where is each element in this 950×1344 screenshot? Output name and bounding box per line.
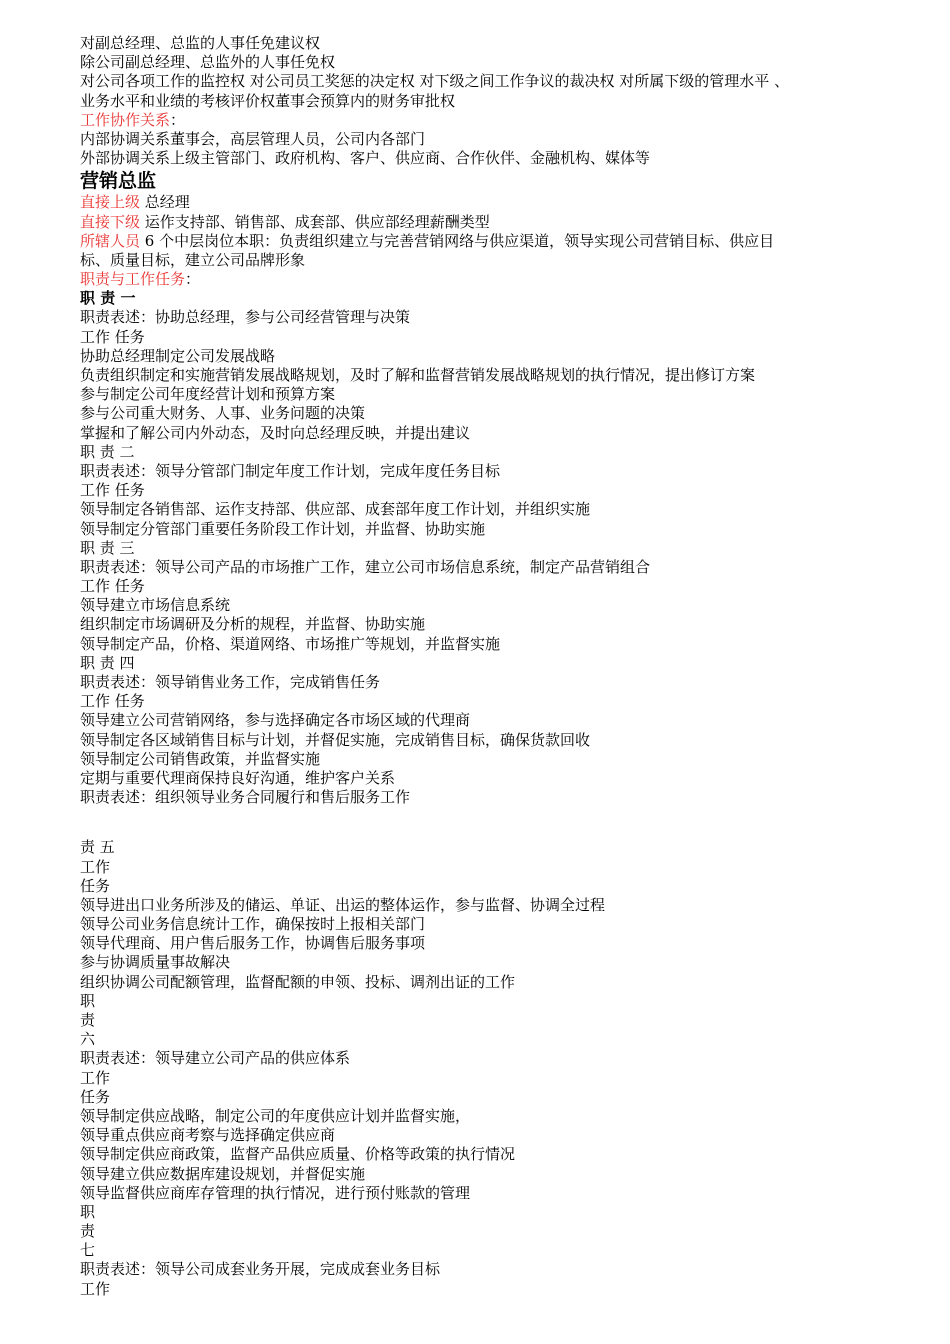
- duty-line: 组织协调公司配额管理，监督配额的申领、投标、调剂出证的工作: [80, 972, 516, 991]
- duty-line: 领导建立市场信息系统: [80, 596, 231, 615]
- duty-line: 职责表述：领导建立公司产品的供应体系: [80, 1049, 351, 1068]
- superior-row: [80, 193, 890, 212]
- duty-line: 任务: [80, 1087, 111, 1106]
- duty-line: 领导制定产品，价格、渠道网络、市场推广等规划，并监督实施: [80, 634, 501, 653]
- duty-line: 领导制定公司销售政策，并监督实施: [80, 749, 321, 768]
- duty-list-continued: [80, 838, 890, 1299]
- staff-row: [80, 232, 890, 251]
- duty-line: 责: [80, 1011, 96, 1029]
- duty-line: 工作: [80, 1068, 111, 1087]
- duty-line: 职责表述：领导分管部门制定年度工作计划，完成年度任务目标: [80, 461, 501, 480]
- cooperation-heading: [80, 111, 890, 130]
- duty-list: [80, 308, 890, 807]
- duty-line: 领导建立供应数据库建设规划，并督促实施: [80, 1164, 366, 1183]
- duty-line: 任务: [80, 876, 111, 895]
- duty-line: 职: [80, 1202, 96, 1221]
- duties-label: 职责与工作任务: [80, 270, 186, 289]
- duty-line: 职责表述：协助总经理，参与公司经营管理与决策: [80, 308, 411, 327]
- duty-line: 七: [80, 1241, 96, 1260]
- cooperation-colon: ：: [170, 110, 186, 129]
- duty-line: 参与协调质量事故解决: [80, 953, 231, 972]
- duty-line: 职 责 三: [80, 538, 135, 557]
- duty-line: 参与公司重大财务、人事、业务问题的决策: [80, 404, 366, 423]
- subordinate-value: 运作支持部、销售部、成套部、供应部经理薪酬类型: [140, 212, 490, 231]
- external-relations: 外部协调关系上级主管部门、政府机构、客户、供应商、合作伙伴、金融机构、媒体等: [80, 149, 651, 168]
- duty-line: 职责表述：领导公司产品的市场推广工作，建立公司市场信息系统，制定产品营销组合: [80, 557, 651, 576]
- duty-line: 掌握和了解公司内外动态，及时向总经理反映，并提出建议: [80, 423, 471, 442]
- duty-line: 领导制定各销售部、运作支持部、供应部、成套部年度工作计划，并组织实施: [80, 500, 591, 519]
- duty-line: 领导代理商、用户售后服务工作，协调售后服务事项: [80, 934, 426, 953]
- duty-line: 领导制定供应商政策，监督产品供应质量、价格等政策的执行情况: [80, 1145, 516, 1164]
- authority-line: 对公司各项工作的监控权 对公司员工奖惩的决定权 对下级之间工作争议的裁决权 对所属下级的管理水平 、: [80, 72, 790, 91]
- page-gap: [80, 807, 890, 838]
- duty-line: 协助总经理制定公司发展战略: [80, 346, 276, 365]
- duty-line: 领导制定供应战略，制定公司的年度供应计划并监督实施，: [80, 1106, 471, 1125]
- authority-line: 除公司副总经理、总监外的人事任免权: [80, 53, 336, 72]
- duty-line: 工作: [80, 1279, 111, 1298]
- superior-label: 直接上级: [80, 193, 141, 212]
- duty-line: 领导公司业务信息统计工作，确保按时上报相关部门: [80, 915, 426, 934]
- duties-colon: ：: [185, 270, 201, 289]
- authority-line: 对副总经理、总监的人事任免建议权: [80, 34, 321, 52]
- duty-line: 组织制定市场调研及分析的规程，并监督、协助实施: [80, 615, 426, 634]
- subordinate-row: [80, 213, 890, 232]
- duty-line: 工作 任务: [80, 481, 145, 500]
- staff-label: 所辖人员: [80, 231, 141, 250]
- duty-line: 定期与重要代理商保持良好沟通，维护客户关系: [80, 768, 396, 787]
- duty-line: 参与制定公司年度经营计划和预算方案: [80, 385, 336, 404]
- duty-line: 职 责 四: [80, 653, 135, 672]
- duty-line: 六: [80, 1030, 96, 1049]
- duties-heading: [80, 270, 890, 289]
- duty-one-heading: 职 责 一: [80, 289, 136, 308]
- duty-line: 领导进出口业务所涉及的储运、单证、出运的整体运作，参与监督、协调全过程: [80, 895, 606, 914]
- duty-line: 领导监督供应商库存管理的执行情况，进行预付账款的管理: [80, 1183, 471, 1202]
- duty-line: 责: [80, 1222, 96, 1241]
- duty-line: 职: [80, 991, 96, 1010]
- duty-line: 领导建立公司营销网络，参与选择确定各市场区域的代理商: [80, 711, 471, 730]
- duty-line: 职责表述：领导销售业务工作，完成销售任务: [80, 673, 381, 691]
- cooperation-label: 工作协作关系: [80, 110, 171, 129]
- duty-line: 领导重点供应商考察与选择确定供应商: [80, 1126, 336, 1145]
- duty-line: 职责表述：组织领导业务合同履行和售后服务工作: [80, 788, 411, 807]
- duty-line: 工作: [80, 857, 111, 876]
- duty-line: 工作 任务: [80, 577, 145, 596]
- duty-line: 职 责 二: [80, 442, 135, 461]
- authority-list: [80, 34, 890, 111]
- authority-line: 业务水平和业绩的考核评价权董事会预算内的财务审批权: [80, 91, 456, 110]
- duty-line: 领导制定分管部门重要任务阶段工作计划，并监督、协助实施: [80, 519, 486, 538]
- duty-line: 责 五: [80, 838, 115, 857]
- staff-value: 6 个中层岗位本职：负责组织建立与完善营销网络与供应渠道，领导实现公司营销目标、供应目: [140, 231, 775, 250]
- duty-line: 职责表述：领导公司成套业务开展，完成成套业务目标: [80, 1260, 441, 1279]
- document-page: [80, 34, 890, 1299]
- internal-relations: 内部协调关系董事会，高层管理人员，公司内各部门: [80, 129, 426, 148]
- duty-line: 领导制定各区域销售目标与计划，并督促实施，完成销售目标，确保货款回收: [80, 730, 591, 749]
- duty-line: 工作 任务: [80, 692, 145, 711]
- duty-line: 负责组织制定和实施营销发展战略规划，及时了解和监督营销发展战略规划的执行情况，提出修订方案: [80, 366, 756, 384]
- duty-line: 工作 任务: [80, 327, 145, 346]
- staff-row-continued: 标、质量目标，建立公司品牌形象: [80, 250, 306, 269]
- subordinate-label: 直接下级: [80, 212, 141, 231]
- section-title: 营销总监: [80, 170, 157, 193]
- superior-value: 总经理: [140, 193, 190, 212]
